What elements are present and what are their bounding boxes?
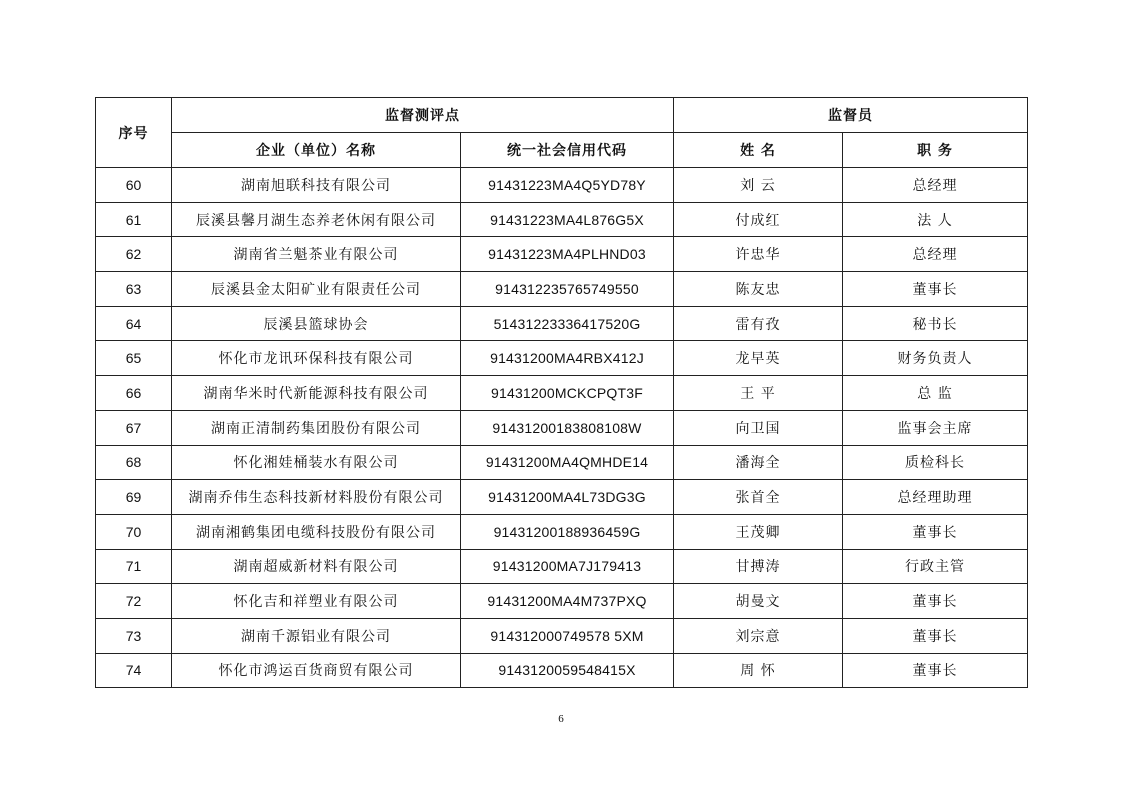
row-index: 70 bbox=[96, 514, 172, 549]
person-name-cell: 王 平 bbox=[674, 376, 843, 411]
credit-code-cell: 91431200183808108W bbox=[461, 410, 674, 445]
row-index: 69 bbox=[96, 480, 172, 515]
position-cell: 监事会主席 bbox=[843, 410, 1028, 445]
person-name-cell: 胡曼文 bbox=[674, 584, 843, 619]
credit-code-cell: 91431200MA7J179413 bbox=[461, 549, 674, 584]
credit-code-cell: 914312000749578 5XM bbox=[461, 618, 674, 653]
table-row bbox=[96, 514, 1028, 549]
company-name-cell: 湖南正清制药集团股份有限公司 bbox=[172, 410, 461, 445]
row-index: 73 bbox=[96, 618, 172, 653]
table-body bbox=[96, 168, 1028, 688]
credit-code-cell: 91431223MA4Q5YD78Y bbox=[461, 168, 674, 203]
position-cell: 秘书长 bbox=[843, 306, 1028, 341]
table-row bbox=[96, 410, 1028, 445]
row-index: 66 bbox=[96, 376, 172, 411]
position-cell: 质检科长 bbox=[843, 445, 1028, 480]
person-name-cell: 张首全 bbox=[674, 480, 843, 515]
company-name-cell: 湖南旭联科技有限公司 bbox=[172, 168, 461, 203]
table-row bbox=[96, 237, 1028, 272]
credit-code-cell: 91431223MA4PLHND03 bbox=[461, 237, 674, 272]
credit-code-cell: 91431200MCKCPQT3F bbox=[461, 376, 674, 411]
header-person-name: 姓 名 bbox=[674, 133, 843, 168]
company-name-cell: 怀化市鸿运百货商贸有限公司 bbox=[172, 653, 461, 688]
position-cell: 总经理助理 bbox=[843, 480, 1028, 515]
row-index: 72 bbox=[96, 584, 172, 619]
supervision-table bbox=[95, 97, 1028, 688]
company-name-cell: 湖南省兰魁茶业有限公司 bbox=[172, 237, 461, 272]
position-cell: 总 监 bbox=[843, 376, 1028, 411]
credit-code-cell: 91431200188936459G bbox=[461, 514, 674, 549]
row-index: 68 bbox=[96, 445, 172, 480]
position-cell: 行政主管 bbox=[843, 549, 1028, 584]
table-row bbox=[96, 272, 1028, 307]
row-index: 62 bbox=[96, 237, 172, 272]
position-cell: 董事长 bbox=[843, 653, 1028, 688]
company-name-cell: 怀化吉和祥塑业有限公司 bbox=[172, 584, 461, 619]
person-name-cell: 刘 云 bbox=[674, 168, 843, 203]
company-name-cell: 怀化湘娃桶装水有限公司 bbox=[172, 445, 461, 480]
position-cell: 董事长 bbox=[843, 584, 1028, 619]
person-name-cell: 雷有孜 bbox=[674, 306, 843, 341]
position-cell: 董事长 bbox=[843, 618, 1028, 653]
person-name-cell: 甘搏涛 bbox=[674, 549, 843, 584]
table-row bbox=[96, 341, 1028, 376]
position-cell: 总经理 bbox=[843, 168, 1028, 203]
table-row bbox=[96, 480, 1028, 515]
table-row bbox=[96, 445, 1028, 480]
company-name-cell: 湖南湘鹤集团电缆科技股份有限公司 bbox=[172, 514, 461, 549]
table-row bbox=[96, 618, 1028, 653]
position-cell: 法 人 bbox=[843, 202, 1028, 237]
credit-code-cell: 91431223MA4L876G5X bbox=[461, 202, 674, 237]
company-name-cell: 湖南乔伟生态科技新材料股份有限公司 bbox=[172, 480, 461, 515]
company-name-cell: 湖南华米时代新能源科技有限公司 bbox=[172, 376, 461, 411]
row-index: 61 bbox=[96, 202, 172, 237]
person-name-cell: 周 怀 bbox=[674, 653, 843, 688]
company-name-cell: 湖南千源铝业有限公司 bbox=[172, 618, 461, 653]
credit-code-cell: 91431200MA4M737PXQ bbox=[461, 584, 674, 619]
credit-code-cell: 91431200MA4QMHDE14 bbox=[461, 445, 674, 480]
table-row bbox=[96, 168, 1028, 203]
position-cell: 董事长 bbox=[843, 272, 1028, 307]
person-name-cell: 付成红 bbox=[674, 202, 843, 237]
credit-code-cell: 9143120059548415X bbox=[461, 653, 674, 688]
header-row-columns bbox=[96, 133, 1028, 168]
page-number: 6 bbox=[558, 713, 564, 725]
header-row-group bbox=[96, 98, 1028, 133]
credit-code-cell: 51431223336417520G bbox=[461, 306, 674, 341]
person-name-cell: 向卫国 bbox=[674, 410, 843, 445]
person-name-cell: 王茂卿 bbox=[674, 514, 843, 549]
table-row bbox=[96, 202, 1028, 237]
header-site-group: 监督测评点 bbox=[172, 98, 674, 133]
row-index: 65 bbox=[96, 341, 172, 376]
header-position: 职 务 bbox=[843, 133, 1028, 168]
header-company-name: 企业（单位）名称 bbox=[172, 133, 461, 168]
table-row bbox=[96, 584, 1028, 619]
position-cell: 财务负责人 bbox=[843, 341, 1028, 376]
row-index: 74 bbox=[96, 653, 172, 688]
company-name-cell: 辰溪县篮球协会 bbox=[172, 306, 461, 341]
credit-code-cell: 91431200MA4RBX412J bbox=[461, 341, 674, 376]
position-cell: 总经理 bbox=[843, 237, 1028, 272]
table-row bbox=[96, 306, 1028, 341]
credit-code-cell: 914312235765749550 bbox=[461, 272, 674, 307]
position-cell: 董事长 bbox=[843, 514, 1028, 549]
person-name-cell: 许忠华 bbox=[674, 237, 843, 272]
credit-code-cell: 91431200MA4L73DG3G bbox=[461, 480, 674, 515]
header-index: 序号 bbox=[96, 98, 172, 168]
company-name-cell: 辰溪县金太阳矿业有限责任公司 bbox=[172, 272, 461, 307]
person-name-cell: 陈友忠 bbox=[674, 272, 843, 307]
table-row bbox=[96, 376, 1028, 411]
header-credit-code: 统一社会信用代码 bbox=[461, 133, 674, 168]
row-index: 67 bbox=[96, 410, 172, 445]
table-row bbox=[96, 549, 1028, 584]
company-name-cell: 湖南超威新材料有限公司 bbox=[172, 549, 461, 584]
row-index: 60 bbox=[96, 168, 172, 203]
person-name-cell: 刘宗意 bbox=[674, 618, 843, 653]
table-row bbox=[96, 653, 1028, 688]
person-name-cell: 龙早英 bbox=[674, 341, 843, 376]
company-name-cell: 辰溪县馨月湖生态养老休闲有限公司 bbox=[172, 202, 461, 237]
person-name-cell: 潘海全 bbox=[674, 445, 843, 480]
header-supervisor-group: 监督员 bbox=[674, 98, 1028, 133]
row-index: 63 bbox=[96, 272, 172, 307]
row-index: 64 bbox=[96, 306, 172, 341]
row-index: 71 bbox=[96, 549, 172, 584]
company-name-cell: 怀化市龙讯环保科技有限公司 bbox=[172, 341, 461, 376]
